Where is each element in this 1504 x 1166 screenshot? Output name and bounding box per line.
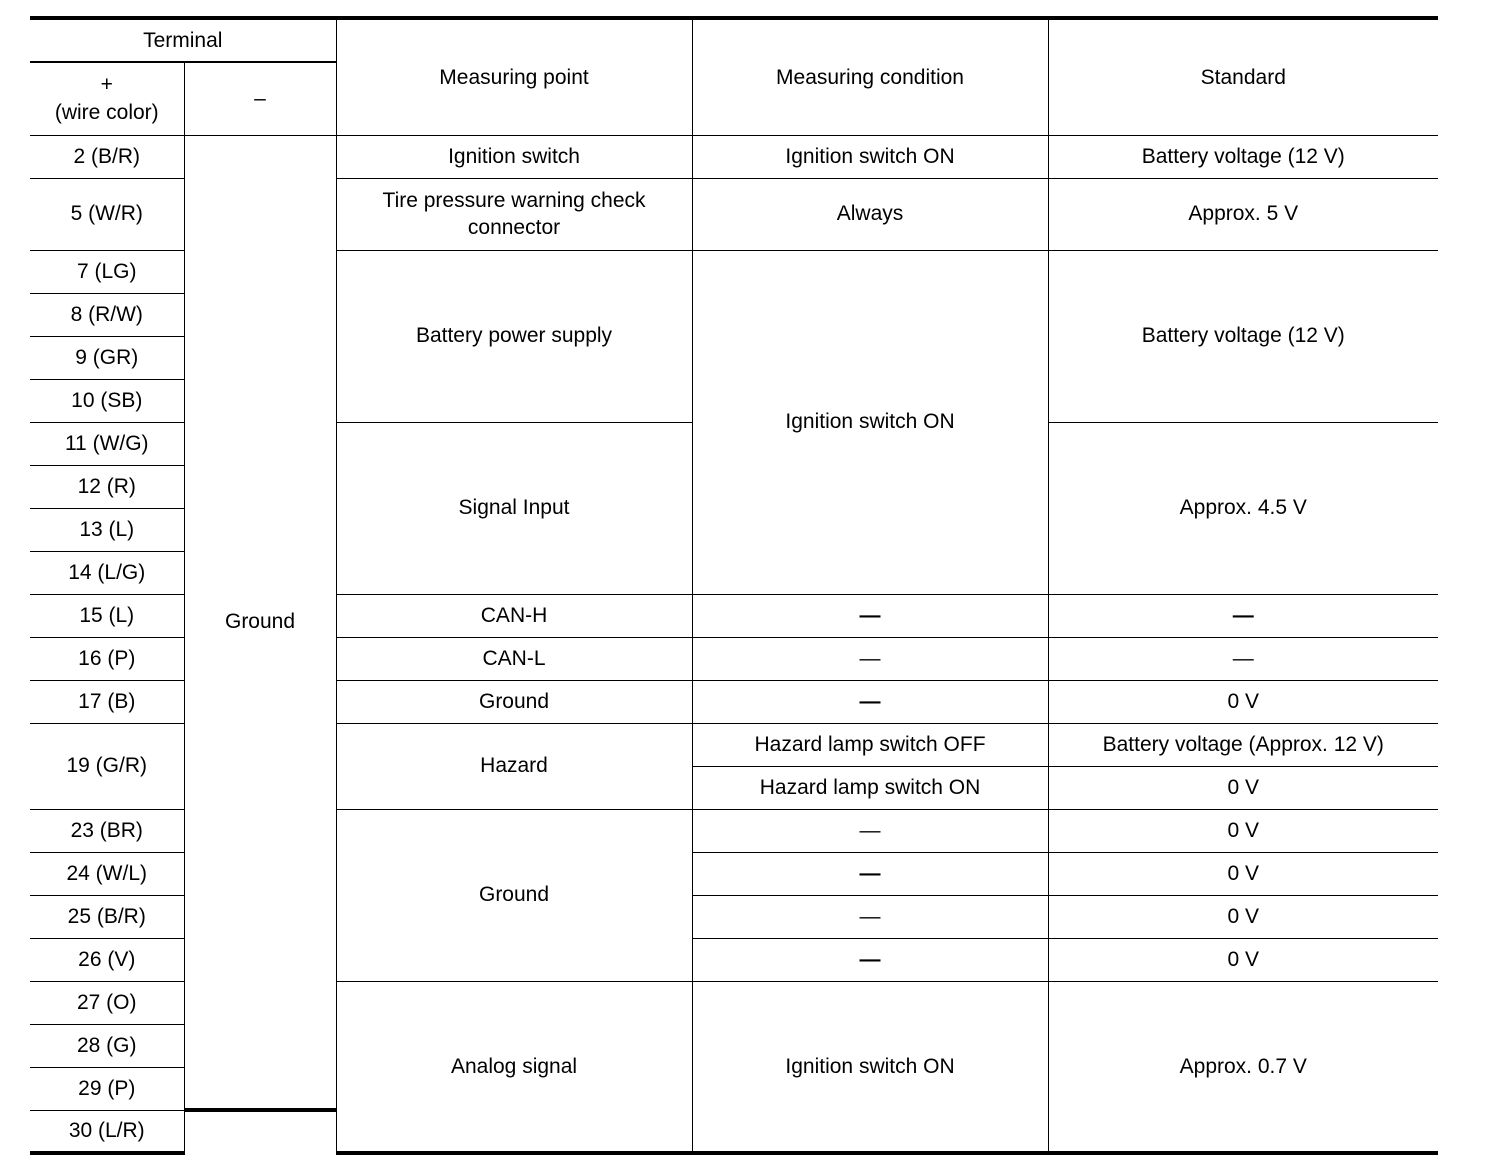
standard-cell: 0 V [1048, 809, 1438, 852]
measuring-point-cell: CAN-H [336, 594, 692, 637]
terminal-table [30, 16, 1438, 1155]
standard-cell: 0 V [1048, 938, 1438, 981]
standard-cell: — [1048, 594, 1438, 637]
terminal-cell: 27 (O) [30, 981, 184, 1024]
terminal-cell: 14 (L/G) [30, 551, 184, 594]
condition-cell: Ignition switch ON [692, 250, 1048, 594]
terminal-cell: 15 (L) [30, 594, 184, 637]
condition-cell: — [692, 895, 1048, 938]
terminal-cell: 29 (P) [30, 1067, 184, 1110]
minus-terminal-ground: Ground [184, 135, 336, 1110]
measuring-point-cell: Tire pressure warning check connector [336, 178, 692, 250]
terminal-cell: 28 (G) [30, 1024, 184, 1067]
standard-cell: 0 V [1048, 766, 1438, 809]
plus-terminal-header [30, 62, 184, 135]
condition-cell: Hazard lamp switch OFF [692, 723, 1048, 766]
terminal-cell: 2 (B/R) [30, 135, 184, 178]
standard-cell: Approx. 0.7 V [1048, 981, 1438, 1153]
condition-cell: Hazard lamp switch ON [692, 766, 1048, 809]
standard-cell: Battery voltage (12 V) [1048, 250, 1438, 422]
standard-cell: 0 V [1048, 852, 1438, 895]
measuring-point-cell: Analog signal [336, 981, 692, 1153]
wire-color-label: (wire color) [54, 100, 159, 124]
terminal-cell: 12 (R) [30, 465, 184, 508]
terminal-cell: 25 (B/R) [30, 895, 184, 938]
condition-cell: Ignition switch ON [692, 981, 1048, 1153]
condition-cell: — [692, 637, 1048, 680]
plus-sign: + [100, 73, 113, 97]
terminal-cell: 16 (P) [30, 637, 184, 680]
standard-cell: 0 V [1048, 680, 1438, 723]
standard-cell: Approx. 4.5 V [1048, 422, 1438, 594]
terminal-cell: 17 (B) [30, 680, 184, 723]
measuring-point-cell: Ground [336, 809, 692, 981]
measuring-point-cell: CAN-L [336, 637, 692, 680]
standard-cell: 0 V [1048, 895, 1438, 938]
condition-cell: — [692, 809, 1048, 852]
terminal-header: Terminal [30, 18, 336, 62]
terminal-cell: 19 (G/R) [30, 723, 184, 809]
condition-cell: — [692, 680, 1048, 723]
terminal-cell: 26 (V) [30, 938, 184, 981]
standard-cell: Battery voltage (Approx. 12 V) [1048, 723, 1438, 766]
measuring-condition-header: Measuring condition [692, 18, 1048, 135]
terminal-cell: 24 (W/L) [30, 852, 184, 895]
standard-header: Standard [1048, 18, 1438, 135]
terminal-cell: 5 (W/R) [30, 178, 184, 250]
terminal-cell: 30 (L/R) [30, 1110, 184, 1153]
minus-terminal-header: – [184, 62, 336, 135]
terminal-cell: 7 (LG) [30, 250, 184, 293]
standard-cell: Battery voltage (12 V) [1048, 135, 1438, 178]
terminal-cell: 8 (R/W) [30, 293, 184, 336]
standard-cell: Approx. 5 V [1048, 178, 1438, 250]
terminal-cell: 23 (BR) [30, 809, 184, 852]
terminal-cell: 10 (SB) [30, 379, 184, 422]
terminal-cell: 13 (L) [30, 508, 184, 551]
condition-cell: — [692, 594, 1048, 637]
standard-cell: — [1048, 637, 1438, 680]
measuring-point-cell: Battery power supply [336, 250, 692, 422]
measuring-point-cell: Ground [336, 680, 692, 723]
condition-cell: — [692, 938, 1048, 981]
condition-cell: Ignition switch ON [692, 135, 1048, 178]
condition-cell: Always [692, 178, 1048, 250]
terminal-cell: 11 (W/G) [30, 422, 184, 465]
measuring-point-cell: Hazard [336, 723, 692, 809]
condition-cell: — [692, 852, 1048, 895]
measuring-point-header: Measuring point [336, 18, 692, 135]
measuring-point-cell: Signal Input [336, 422, 692, 594]
measuring-point-cell: Ignition switch [336, 135, 692, 178]
terminal-cell: 9 (GR) [30, 336, 184, 379]
